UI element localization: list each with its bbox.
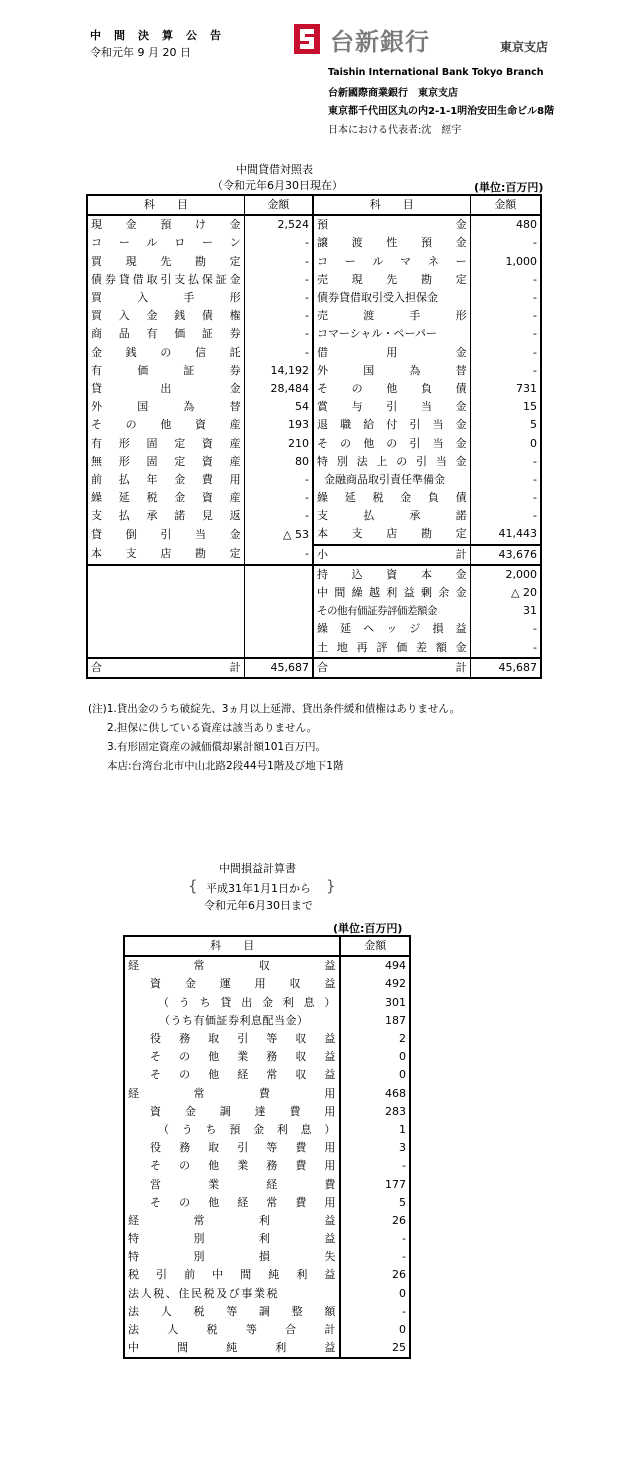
income-value: 0 [399, 1068, 406, 1082]
bs-total-label-assets: 合計 [87, 658, 244, 678]
liability-value: - [533, 472, 537, 486]
table-row [124, 1157, 410, 1175]
liability-label: 預金 [313, 215, 470, 234]
table-row [87, 215, 541, 234]
table-row [87, 565, 541, 584]
income-statement-unit: (単位:百万円) [333, 922, 403, 935]
asset-label [87, 602, 244, 620]
liability-label: 支払承諾 [313, 507, 470, 525]
income-label: 経常収益 [124, 956, 340, 975]
table-row [87, 362, 541, 380]
asset-value: - [244, 234, 313, 252]
liability-value: - [533, 454, 537, 468]
note-head-office: 本店:台湾台北市中山北路2段44号1階及び地下1階 [107, 760, 344, 772]
table-row [87, 471, 541, 489]
asset-value: 80 [244, 453, 313, 471]
balance-sheet-title: 中間貸借対照表 [236, 163, 313, 176]
balance-sheet-subtitle: （令和元年6月30日現在） [212, 179, 343, 192]
table-row [124, 1139, 410, 1157]
income-label: 資金調達費用 [124, 1103, 340, 1121]
table-row [124, 1303, 410, 1321]
income-label: 中間純利益 [124, 1339, 340, 1358]
liability-label: コマーシャル・ペーパー [313, 325, 470, 343]
table-row [124, 1194, 410, 1212]
income-label: 法人税等合計 [124, 1321, 340, 1339]
liability-label: 土地再評価差額金 [313, 639, 470, 658]
liability-label: 持込資本金 [313, 565, 470, 584]
table-row [124, 1048, 410, 1066]
income-label: その他業務収益 [124, 1048, 340, 1066]
asset-value: 28,484 [244, 380, 313, 398]
table-row [124, 1212, 410, 1230]
table-row [124, 1285, 410, 1303]
income-label: 経常費用 [124, 1085, 340, 1103]
income-value: 26 [392, 1213, 406, 1227]
table-row [124, 975, 410, 993]
asset-value: - [244, 253, 313, 271]
bs-total-label-liabilities: 合計 [313, 658, 470, 678]
income-value: 0 [399, 1323, 406, 1337]
branch-label: 東京支店 [500, 40, 549, 54]
income-label: 資金運用収益 [124, 975, 340, 993]
liability-label: 本支店勘定 [313, 525, 470, 544]
liability-label: 繰延ヘッジ損益 [313, 620, 470, 638]
bracket-right-icon: } [326, 877, 336, 895]
income-value: 187 [385, 1013, 406, 1027]
income-value: - [402, 1232, 406, 1246]
liability-label: 売渡手形 [313, 307, 470, 325]
liability-label: 借用金 [313, 344, 470, 362]
income-value: 2 [399, 1032, 406, 1046]
asset-label [87, 565, 244, 584]
asset-label: 本支店勘定 [87, 545, 244, 565]
table-row [87, 253, 541, 271]
liability-value: 41,443 [498, 527, 537, 541]
bank-address: 東京都千代田区丸の内2-1-1明治安田生命ビル8階 [328, 106, 555, 117]
income-value: 492 [385, 977, 406, 991]
liability-label: 繰延税金負債 [313, 489, 470, 507]
income-label: 法人税等調整額 [124, 1303, 340, 1321]
table-row [124, 1248, 410, 1266]
liability-value: - [533, 291, 537, 305]
liability-label: コールマネー [313, 253, 470, 271]
table-row [87, 234, 541, 252]
table-row [87, 416, 541, 434]
income-label: 役務取引等収益 [124, 1030, 340, 1048]
income-label: 特別損失 [124, 1248, 340, 1266]
table-row [87, 489, 541, 507]
income-value: - [402, 1304, 406, 1318]
asset-value: 54 [244, 398, 313, 416]
table-row [124, 956, 410, 975]
liability-value: - [533, 622, 537, 636]
liability-label: 外国為替 [313, 362, 470, 380]
balance-sheet-table [86, 194, 542, 679]
asset-label: 前払年金費用 [87, 471, 244, 489]
balance-sheet-unit: (単位:百万円) [474, 181, 544, 194]
bank-name-jp: 台新國際商業銀行 東京支店 [328, 88, 458, 99]
asset-label: 無形固定資産 [87, 453, 244, 471]
bs-total-liabilities: 45,687 [470, 658, 541, 678]
bank-name-en: Taishin International Bank Tokyo Branch [328, 67, 544, 78]
table-row [124, 1121, 410, 1139]
income-statement-title: 中間損益計算書 [219, 862, 296, 875]
income-value: 283 [385, 1104, 406, 1118]
note-2: 2.担保に供している資産は該当ありません。 [107, 722, 318, 734]
asset-label [87, 620, 244, 638]
table-row [87, 434, 541, 452]
liability-value: 1,000 [505, 254, 537, 268]
asset-value: - [244, 289, 313, 307]
table-row [124, 1012, 410, 1030]
income-value: 301 [385, 995, 406, 1009]
liability-label: 金融商品取引責任準備金 [313, 471, 470, 489]
taishin-logo-icon [292, 22, 322, 56]
income-value: 0 [399, 1286, 406, 1300]
asset-value: - [244, 507, 313, 525]
period-to: 令和元年6月30日まで [204, 899, 313, 912]
income-label: （うち有価証券利息配当金） [124, 1012, 340, 1030]
asset-label [87, 584, 244, 602]
notice-date: 令和元年 9 月 20 日 [90, 46, 191, 59]
asset-label: 商品有価証券 [87, 325, 244, 343]
liability-value: - [533, 345, 537, 359]
asset-value: - [244, 545, 313, 565]
income-label: その他経常収益 [124, 1066, 340, 1084]
asset-value: 2,524 [244, 215, 313, 234]
asset-value [244, 602, 313, 620]
asset-label: 貸倒引当金 [87, 525, 244, 544]
income-value: - [402, 1159, 406, 1173]
income-value: 494 [385, 959, 406, 973]
bs-total-assets: 45,687 [244, 658, 313, 678]
table-row [124, 1066, 410, 1084]
liability-label: その他の引当金 [313, 434, 470, 452]
liability-label: その他負債 [313, 380, 470, 398]
income-value: 468 [385, 1086, 406, 1100]
table-row [124, 1175, 410, 1193]
income-label: 営業経費 [124, 1175, 340, 1193]
table-row [124, 1103, 410, 1121]
income-label: 役務取引等費用 [124, 1139, 340, 1157]
asset-value: 210 [244, 434, 313, 452]
liability-value: 480 [516, 218, 537, 232]
table-row [124, 1339, 410, 1358]
liability-label: 中間繰越利益剰余金 [313, 584, 470, 602]
income-label: 経常利益 [124, 1212, 340, 1230]
asset-label: コールローン [87, 234, 244, 252]
period-from: 平成31年1月1日から [206, 882, 311, 895]
liability-label: 譲渡性預金 [313, 234, 470, 252]
asset-label [87, 639, 244, 658]
table-row [87, 602, 541, 620]
table-row [87, 344, 541, 362]
liability-label: 退職給付引当金 [313, 416, 470, 434]
income-label: 特別利益 [124, 1230, 340, 1248]
asset-value: - [244, 489, 313, 507]
table-row [87, 584, 541, 602]
liability-value: - [533, 363, 537, 377]
bs-header-amount-assets: 金額 [244, 195, 313, 215]
liability-value: 15 [523, 400, 537, 414]
asset-value: - [244, 471, 313, 489]
income-label: 法人税、住民税及び事業税 [124, 1285, 340, 1303]
table-row [87, 639, 541, 658]
asset-value: △ 53 [244, 525, 313, 544]
asset-value [244, 620, 313, 638]
liability-value: 731 [516, 381, 537, 395]
asset-label: 貸出金 [87, 380, 244, 398]
liability-label: 債券貸借取引受入担保金 [313, 289, 470, 307]
table-row [124, 1230, 410, 1248]
asset-label: 債券貸借取引支払保証金 [87, 271, 244, 289]
asset-value: 14,192 [244, 362, 313, 380]
table-row [87, 525, 541, 544]
table-row [124, 1085, 410, 1103]
notice-title: 中 間 決 算 公 告 [90, 29, 222, 42]
table-row [124, 1266, 410, 1284]
liability-value: - [533, 327, 537, 341]
liability-value: - [533, 272, 537, 286]
liability-value: - [533, 491, 537, 505]
table-row [124, 1030, 410, 1048]
asset-label: 買入金銭債権 [87, 307, 244, 325]
table-row [87, 620, 541, 638]
income-value: 3 [399, 1141, 406, 1155]
asset-label: 買入手形 [87, 289, 244, 307]
income-value: 0 [399, 1050, 406, 1064]
liability-label: 特別法上の引当金 [313, 453, 470, 471]
income-label: （うち預金利息） [124, 1121, 340, 1139]
asset-value [244, 565, 313, 584]
asset-label: 現金預け金 [87, 215, 244, 234]
liability-value: - [533, 509, 537, 523]
asset-label: 買現先勘定 [87, 253, 244, 271]
table-row [87, 398, 541, 416]
income-label: （うち貸出金利息） [124, 994, 340, 1012]
logo-text: 台新銀行 [330, 28, 430, 56]
asset-label: 支払承諾見返 [87, 507, 244, 525]
bs-header-item-liabilities: 科 目 [313, 195, 470, 215]
liability-value: - [533, 640, 537, 654]
liability-value: 5 [530, 418, 537, 432]
liability-label: 売現先勘定 [313, 271, 470, 289]
asset-label: 有形固定資産 [87, 434, 244, 452]
asset-value: - [244, 271, 313, 289]
asset-value: 193 [244, 416, 313, 434]
liability-value: 31 [523, 604, 537, 618]
income-label: その他経常費用 [124, 1194, 340, 1212]
table-row [87, 289, 541, 307]
liability-label: 小計 [313, 545, 470, 565]
asset-label: 金銭の信託 [87, 344, 244, 362]
is-header-item: 科 目 [124, 936, 340, 956]
income-label: 税引前中間純利益 [124, 1266, 340, 1284]
liability-label: 賞与引当金 [313, 398, 470, 416]
bracket-left-icon: { [188, 877, 198, 895]
liability-value: △ 20 [511, 586, 537, 600]
table-row [124, 1321, 410, 1339]
table-row [87, 507, 541, 525]
table-row [87, 271, 541, 289]
table-row [87, 545, 541, 565]
liability-value: 0 [530, 436, 537, 450]
liability-value: 43,676 [470, 545, 541, 565]
income-value: 26 [392, 1268, 406, 1282]
table-row [124, 994, 410, 1012]
asset-value: - [244, 325, 313, 343]
income-value: 5 [399, 1195, 406, 1209]
asset-value [244, 584, 313, 602]
income-value: 25 [392, 1341, 406, 1355]
table-row [87, 325, 541, 343]
income-value: - [402, 1250, 406, 1264]
asset-value: - [244, 307, 313, 325]
asset-label: その他資産 [87, 416, 244, 434]
bs-header-item-assets: 科 目 [87, 195, 244, 215]
income-label: その他業務費用 [124, 1157, 340, 1175]
liability-value: - [533, 236, 537, 250]
table-row [87, 307, 541, 325]
asset-value: - [244, 344, 313, 362]
note-3: 3.有形固定資産の減価償却累計額101百万円。 [107, 741, 327, 753]
liability-label: その他有価証券評価差額金 [313, 602, 470, 620]
income-value: 1 [399, 1122, 406, 1136]
liability-value: 2,000 [470, 565, 541, 584]
is-header-amount: 金額 [340, 936, 410, 956]
asset-value [244, 639, 313, 658]
table-row [87, 380, 541, 398]
liability-value: - [533, 309, 537, 323]
table-row [87, 453, 541, 471]
income-value: 177 [385, 1177, 406, 1191]
representative: 日本における代表者:沈 經宇 [328, 125, 462, 136]
asset-label: 繰延税金資産 [87, 489, 244, 507]
asset-label: 有価証券 [87, 362, 244, 380]
income-statement-table [123, 935, 411, 1359]
note-1: (注)1.貸出金のうち破綻先、3ヵ月以上延滞、貸出条件緩和債権はありません。 [88, 703, 461, 715]
asset-label: 外国為替 [87, 398, 244, 416]
bs-header-amount-liabilities: 金額 [470, 195, 541, 215]
